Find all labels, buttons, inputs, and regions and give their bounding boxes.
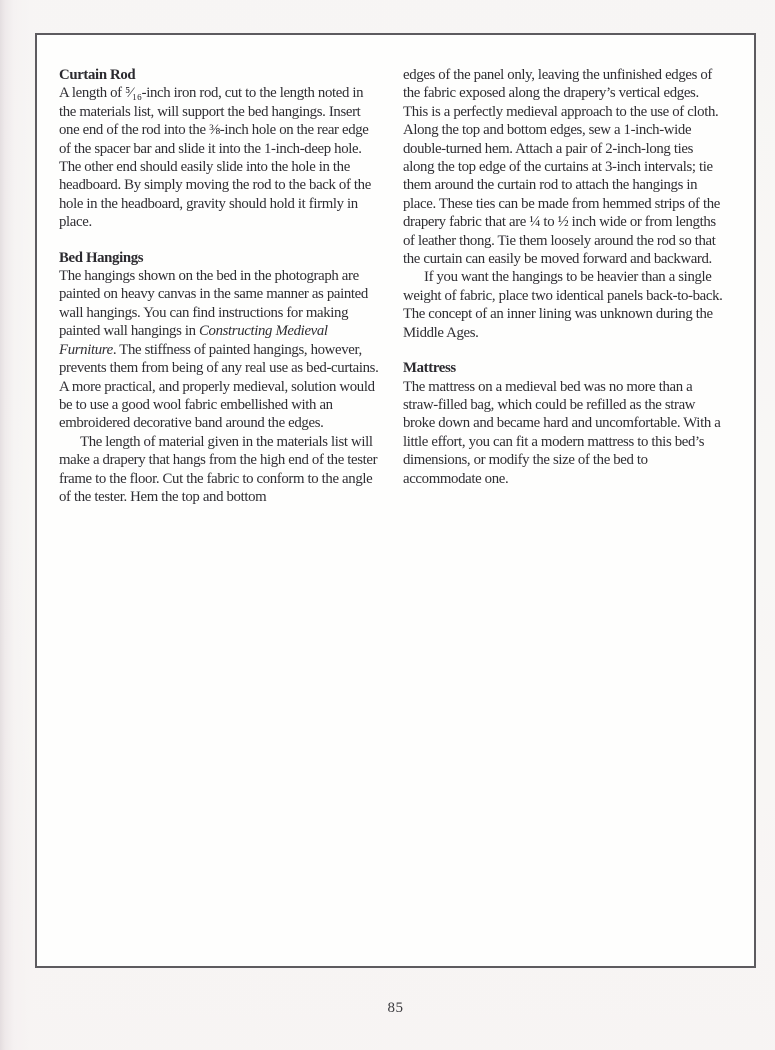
- page-border-frame: [35, 33, 756, 968]
- body-paragraph: [403, 66, 723, 268]
- body-paragraph: [59, 433, 379, 507]
- section: [59, 249, 379, 507]
- section: [59, 66, 379, 232]
- section-heading: Mattress: [403, 360, 456, 377]
- text-segment: The length of material given in the materials list will make a drapery that hangs from the high end of the tester frame to the floor. Cut the fabric to conform to the angle of the tester. Hem the top and bottom: [59, 433, 378, 505]
- book-title-italic: Constructing Medieval Furniture: [59, 323, 328, 358]
- page-number: 85: [387, 1000, 404, 1016]
- text-column-left: [59, 66, 379, 506]
- body-paragraph: [403, 378, 723, 488]
- body-paragraph: [59, 84, 379, 231]
- text-segment: If you want the hangings to be heavier than a single weight of fabric, place two identical panels back-to-back. The concept of an inner lining was unknown during the Middle Ages.: [403, 269, 723, 341]
- section-heading: Bed Hangings: [59, 249, 144, 266]
- section: [403, 359, 723, 488]
- text-segment: The hangings shown on the bed in the photograph are painted on heavy canvas in the same manner as painted wall hangings. You can find instructions for making painted wall hangings in: [59, 268, 368, 340]
- text-segment: . The stiffness of painted hangings, however, prevents them from being of any real use as bed-curtains. A more practical, and properly medieval, solution would be to use a good wool fabric embellished with an embroidered decorative band around the edges.: [59, 341, 379, 432]
- body-paragraph: [403, 268, 723, 342]
- section-heading: Curtain Rod: [59, 67, 136, 83]
- section: [403, 66, 723, 342]
- text-segment: The mattress on a medieval bed was no more than a straw-filled bag, which could be refilled as the straw broke down and became hard and uncomfortable. With a little effort, you can fit a modern mattress to this bed’s dimensions, or modify the size of the bed to accommodate one.: [403, 378, 721, 487]
- body-paragraph: [59, 267, 379, 433]
- text-segment: A length of ⁵⁄₁₆-inch iron rod, cut to the length noted in the materials list, will support the bed hangings. Insert one end of the rod into the ⅜-inch hole on the rear edge of the spacer bar and slide it into the 1-inch-deep hole. The other end should easily slide into the hole in the headboard. By simply moving the rod to the back of the hole in the headboard, gravity should hold it firmly in place.: [59, 85, 371, 231]
- text-column-right: [403, 66, 723, 488]
- text-segment: edges of the panel only, leaving the unfinished edges of the fabric exposed along the drapery’s vertical edges. This is a perfectly medieval approach to the use of cloth. Along the top and bottom edges, sew a 1-inch-wide double-turned hem. Attach a pair of 2-inch-long ties along the top edge of the curtains at 3-inch intervals; tie them around the curtain rod to attach the hangings in place. These ties can be made from hemmed strips of the drapery fabric that are ¼ to ½ inch wide or from lengths of leather thong. Tie them loosely around the rod so that the curtain can easily be moved forward and backward.: [403, 67, 720, 268]
